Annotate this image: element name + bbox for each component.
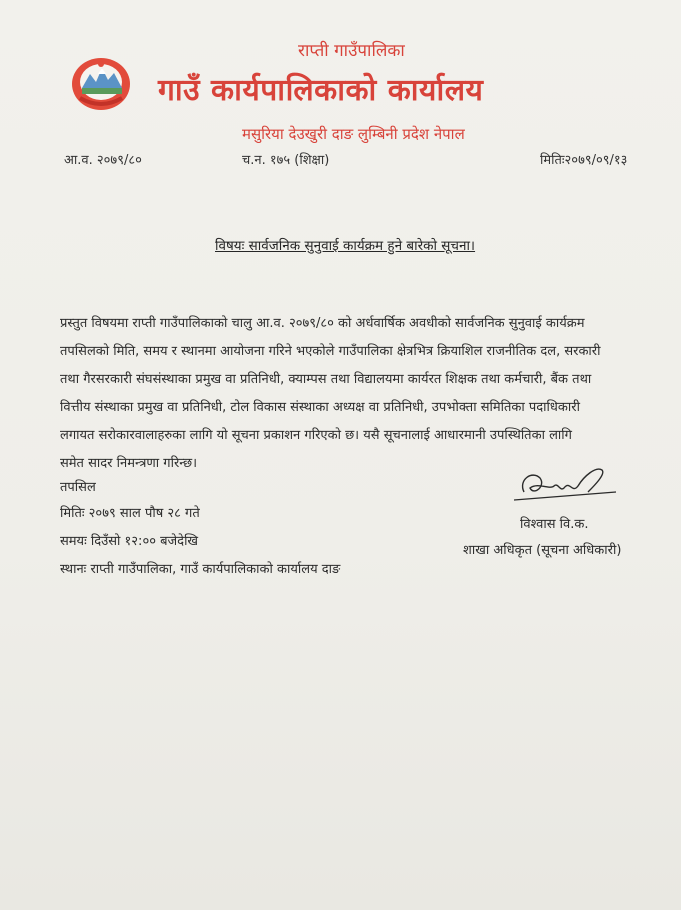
- subject-line: विषयः सार्वजनिक सुनुवाई कार्यक्रम हुने बारेको सूचना।: [215, 238, 476, 254]
- signatory-name: विश्वास वि.क.: [520, 517, 589, 532]
- body-line: तथा गैरसरकारी संघसंस्थाका प्रमुख वा प्रतिनिधी, क्याम्पस तथा विद्यालयमा कार्यरत शिक्षक तथा कर्मचारी, बैंक तथा: [60, 372, 592, 387]
- office-address: मसुरिया देउखुरी दाङ लुम्बिनी प्रदेश नेपाल: [242, 125, 465, 143]
- municipality-name: राप्ती गाउँपालिका: [298, 41, 405, 61]
- event-time: समयः दिउँसो १२:०० बजेदेखि: [60, 534, 199, 549]
- notice-body: [60, 310, 666, 478]
- event-date: मितिः २०७९ साल पौष २८ गते: [60, 506, 200, 521]
- body-line: प्रस्तुत विषयमा राप्ती गाउँपालिकाको चालु आ.व. २०७९/८० को अर्धवार्षिक अवधीको सार्वजनिक सुनुवाई कार्यक्रम: [60, 316, 585, 331]
- nepal-government-emblem-icon: [70, 56, 132, 112]
- signatory-title: शाखा अधिकृत (सूचना अधिकारी): [463, 543, 622, 558]
- body-line: वित्तीय संस्थाका प्रमुख वा प्रतिनिधी, टोल विकास संस्थाका अध्यक्ष वा प्रतिनिधी, उपभोक्ता समितिका पदाधिकारी: [60, 400, 580, 415]
- body-line: लगायत सरोकारवालाहरुका लागि यो सूचना प्रकाशन गरिएको छ। यसै सूचनालाई आधारमानी उपस्थितिका लागि: [60, 428, 572, 443]
- signature-mark: [510, 462, 620, 516]
- body-line: समेत सादर निमन्त्रणा गरिन्छ।: [60, 456, 198, 471]
- details-heading: तपसिल: [60, 480, 96, 495]
- fiscal-year: आ.व. २०७९/८०: [64, 153, 142, 168]
- event-venue: स्थानः राप्ती गाउँपालिका, गाउँ कार्यपालिकाको कार्यालय दाङ: [60, 562, 341, 577]
- office-name: गाउँ कार्यपालिकाको कार्यालय: [158, 73, 484, 108]
- letter-date: मितिः२०७९/०९/१३: [540, 153, 628, 168]
- body-line: तपसिलको मिति, समय र स्थानमा आयोजना गरिने भएकोले गाउँपालिका क्षेत्रभित्र क्रियाशिल राजनीतिक दल, सरकारी: [60, 344, 601, 359]
- dispatch-number: च.न. १७५ (शिक्षा): [242, 153, 330, 168]
